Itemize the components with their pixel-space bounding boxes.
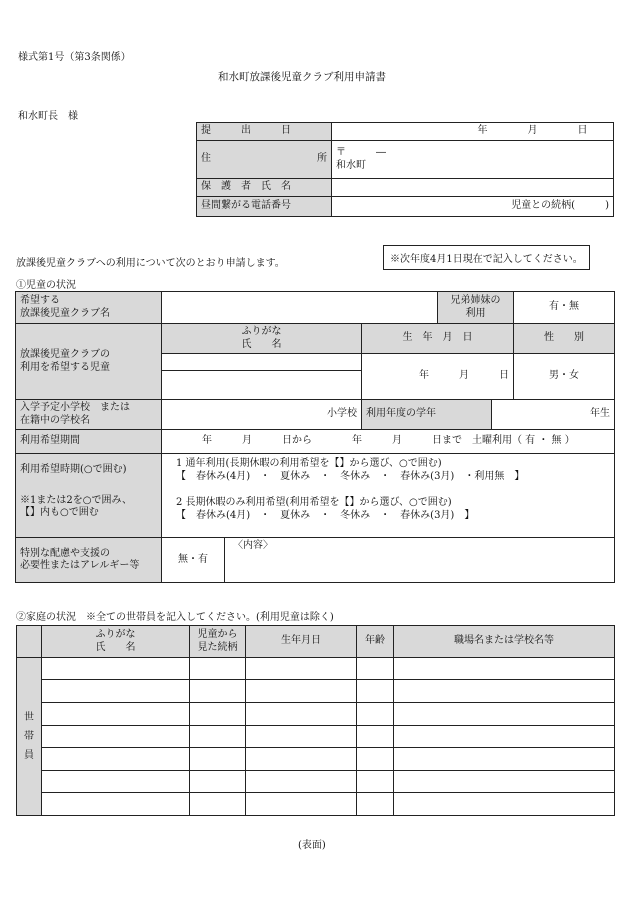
- care-label-line1: 特別な配慮や支援の: [20, 547, 110, 559]
- guardian-name-field[interactable]: [332, 179, 614, 197]
- household-relation-cell[interactable]: [190, 726, 246, 748]
- household-name-header: [42, 626, 190, 658]
- household-row: [17, 726, 615, 748]
- child-status-table: [15, 291, 615, 583]
- club-label-line1: 希望する: [20, 295, 60, 306]
- timing-label: [16, 454, 162, 538]
- period-value: 年 月 日から 年 月 日まで 土曜利用（ 有 ・ 無 ）: [202, 435, 575, 447]
- timing-options[interactable]: [162, 454, 615, 538]
- household-age-cell[interactable]: [357, 726, 394, 748]
- household-row: [17, 680, 615, 703]
- household-name-cell[interactable]: [42, 680, 190, 703]
- household-relation-cell[interactable]: [190, 680, 246, 703]
- option-2-choices: 【 春休み(4月) ・ 夏休み ・ 冬休み ・ 春休み(3月) 】: [176, 509, 475, 521]
- child-label-line2: 利用を希望する児童: [20, 361, 110, 373]
- household-age-cell[interactable]: [357, 680, 394, 703]
- household-row: [17, 658, 615, 680]
- relation-value: 児童との続柄( ): [511, 200, 609, 212]
- phone-label: 昼間繋がる電話番号: [197, 197, 332, 217]
- household-age-cell[interactable]: [357, 748, 394, 771]
- child-birth-field[interactable]: [362, 354, 514, 400]
- side-label-char: 世: [24, 712, 34, 723]
- siblings-label: [438, 292, 514, 324]
- household-name-cell[interactable]: [42, 703, 190, 726]
- care-label: [16, 538, 162, 583]
- household-birth-cell[interactable]: [246, 658, 357, 680]
- option-1-choices: 【 春休み(4月) ・ 夏休み ・ 冬休み ・ 春休み(3月) ・利用無 】: [176, 470, 525, 482]
- household-table: [16, 625, 615, 816]
- school-label-line1: 入学予定小学校 または: [20, 402, 130, 413]
- period-field[interactable]: [162, 430, 615, 454]
- grade-field[interactable]: [492, 400, 615, 430]
- relation-header-line2: 見た続柄: [197, 641, 238, 653]
- siblings-label-line2: 利用: [465, 307, 486, 319]
- grade-suffix: 年生: [590, 408, 610, 420]
- timing-label-text: 利用希望時期(○で囲む): [20, 464, 127, 475]
- household-corner: [17, 626, 42, 658]
- page-footer: (表面): [298, 840, 326, 851]
- phone-field[interactable]: [332, 197, 614, 217]
- household-age-cell[interactable]: [357, 771, 394, 793]
- care-choice[interactable]: 無・有: [162, 538, 225, 582]
- section1-heading: ①児童の状況: [16, 280, 76, 291]
- address-label: [197, 141, 332, 179]
- household-work-cell[interactable]: [394, 658, 615, 680]
- side-label-char: 員: [24, 750, 34, 761]
- household-name-cell[interactable]: [42, 771, 190, 793]
- birth-value: 年 月 日: [419, 370, 509, 382]
- address-label-left: 住: [201, 153, 211, 165]
- care-content[interactable]: 〈内容〉: [233, 540, 273, 551]
- household-row: [17, 793, 615, 816]
- care-field[interactable]: [162, 538, 615, 583]
- household-row: [17, 703, 615, 726]
- address-label-right: 所: [317, 153, 327, 165]
- period-label: 利用希望期間: [16, 430, 162, 454]
- household-relation-cell[interactable]: [190, 658, 246, 680]
- school-suffix: 小学校: [327, 408, 357, 420]
- household-name-cell[interactable]: [42, 658, 190, 680]
- submit-date-label: 提 出 日: [197, 123, 332, 141]
- grade-label: 利用年度の学年: [362, 400, 492, 430]
- sex-value: 男・女: [549, 370, 579, 382]
- club-name-field[interactable]: [162, 292, 438, 324]
- relation-header-line1: 児童から: [197, 629, 238, 640]
- child-name-field[interactable]: [162, 371, 362, 400]
- household-work-cell[interactable]: [394, 680, 615, 703]
- household-work-header: 職場名または学校名等: [394, 626, 615, 658]
- child-label: [16, 324, 162, 400]
- school-label-line2: 在籍中の学校名: [20, 414, 90, 426]
- side-label-char: 帯: [24, 731, 34, 742]
- household-age-cell[interactable]: [357, 658, 394, 680]
- applicant-table: [196, 122, 614, 217]
- child-name-header: [162, 324, 362, 354]
- household-birth-cell[interactable]: [246, 726, 357, 748]
- household-relation-header: [190, 626, 246, 658]
- household-age-cell[interactable]: [357, 793, 394, 816]
- name-header: 氏 名: [241, 338, 282, 350]
- household-birth-cell[interactable]: [246, 748, 357, 771]
- club-name-label: [16, 292, 162, 324]
- addressee: 和水町長 様: [18, 111, 78, 122]
- household-name-cell[interactable]: [42, 793, 190, 816]
- child-label-line1: 放課後児童クラブの: [20, 349, 110, 360]
- sex-header: 性 別: [514, 324, 615, 354]
- birth-header: 生 年 月 日: [362, 324, 514, 354]
- guardian-label: 保 護 者 氏 名: [197, 179, 332, 197]
- household-work-cell[interactable]: [394, 748, 615, 771]
- school-field[interactable]: [162, 400, 362, 430]
- section2-heading: ②家庭の状況 ※全ての世帯員を記入してください。(利用児童は除く): [16, 612, 334, 623]
- child-furigana-field[interactable]: [162, 354, 362, 371]
- household-birth-cell[interactable]: [246, 793, 357, 816]
- household-relation-cell[interactable]: [190, 793, 246, 816]
- household-name-label: 氏 名: [95, 641, 136, 653]
- postal-code: 〒 ―: [336, 147, 386, 158]
- household-furigana-header: ふりがな: [95, 629, 136, 640]
- club-label-line2: 放課後児童クラブ名: [20, 307, 110, 319]
- household-row: [17, 771, 615, 793]
- household-birth-cell[interactable]: [246, 703, 357, 726]
- household-side-label: [17, 658, 42, 816]
- household-work-cell[interactable]: [394, 771, 615, 793]
- form-number: 様式第1号（第3条関係）: [18, 52, 131, 63]
- household-birth-cell[interactable]: [246, 771, 357, 793]
- furigana-header: ふりがな: [241, 326, 282, 337]
- household-row: [17, 748, 615, 771]
- household-work-cell[interactable]: [394, 703, 615, 726]
- household-work-cell[interactable]: [394, 793, 615, 816]
- school-label: [16, 400, 162, 430]
- household-work-cell[interactable]: [394, 726, 615, 748]
- household-name-cell[interactable]: [42, 726, 190, 748]
- address-town: 和水町: [336, 159, 366, 171]
- household-age-cell[interactable]: [357, 703, 394, 726]
- child-sex-choice[interactable]: [514, 354, 615, 400]
- siblings-label-line1: 兄弟姉妹の: [450, 295, 501, 306]
- household-birth-header: 生年月日: [246, 626, 357, 658]
- siblings-choice[interactable]: 有・無: [514, 292, 615, 324]
- address-field[interactable]: [332, 141, 614, 179]
- household-age-header: 年齢: [357, 626, 394, 658]
- household-name-cell[interactable]: [42, 748, 190, 771]
- submit-date-field[interactable]: [332, 123, 614, 141]
- household-relation-cell[interactable]: [190, 703, 246, 726]
- household-relation-cell[interactable]: [190, 771, 246, 793]
- form-title: 和水町放課後児童クラブ利用申請書: [218, 71, 386, 83]
- notice-box: ※次年度4月1日現在で記入してください。: [383, 245, 590, 270]
- care-label-line2: 必要性またはアレルギー等: [20, 560, 140, 571]
- household-relation-cell[interactable]: [190, 748, 246, 771]
- option-2-title: 2 長期休暇のみ利用希望(利用希望を【】から選び、○で囲む): [176, 497, 452, 508]
- option-1-title: 1 通年利用(長期休暇の利用希望を【】から選び、○で囲む): [176, 458, 442, 469]
- timing-note-2: 【】内も○で囲む: [20, 507, 99, 518]
- intro-text: 放課後児童クラブへの利用について次のとおり申請します。: [16, 258, 285, 269]
- timing-note-1: ※1または2を○で囲み、: [20, 494, 133, 506]
- household-birth-cell[interactable]: [246, 680, 357, 703]
- submit-date-value: 年 月 日: [477, 125, 588, 137]
